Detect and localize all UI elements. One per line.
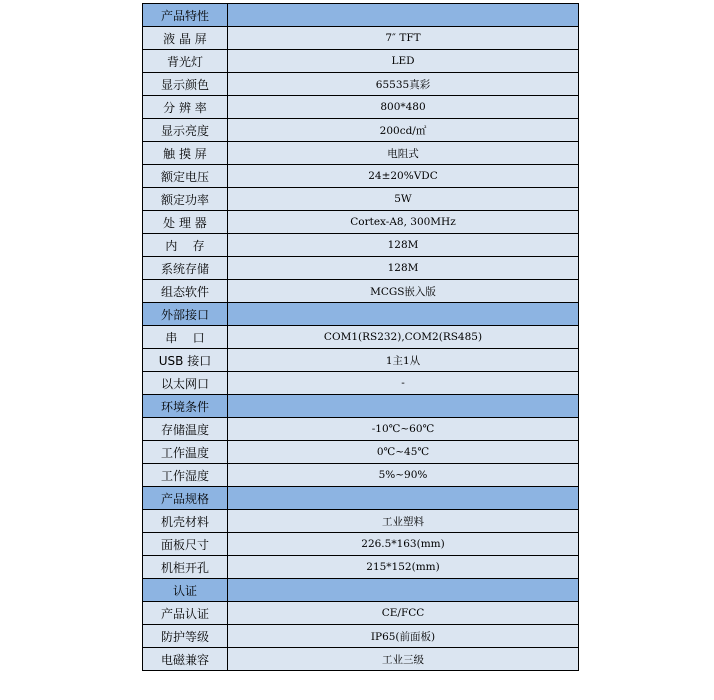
section-fill — [228, 579, 579, 602]
spec-value: IP65(前面板) — [228, 625, 579, 648]
section-header-row — [143, 579, 579, 602]
spec-row — [143, 418, 579, 441]
spec-label: 以太网口 — [143, 372, 228, 395]
spec-label: 防护等级 — [143, 625, 228, 648]
spec-value: 1主1从 — [228, 349, 579, 372]
spec-label: 触 摸 屏 — [143, 142, 228, 165]
section-fill — [228, 395, 579, 418]
spec-label: 分 辨 率 — [143, 96, 228, 119]
spec-label: 显示颜色 — [143, 73, 228, 96]
section-header-row — [143, 303, 579, 326]
spec-row — [143, 349, 579, 372]
spec-value: 工业塑料 — [228, 510, 579, 533]
section-title: 产品特性 — [143, 4, 228, 27]
spec-label: 额定电压 — [143, 165, 228, 188]
spec-label: 电磁兼容 — [143, 648, 228, 671]
spec-row — [143, 27, 579, 50]
spec-row — [143, 464, 579, 487]
spec-row — [143, 602, 579, 625]
section-header-row — [143, 395, 579, 418]
spec-row — [143, 188, 579, 211]
spec-row — [143, 533, 579, 556]
spec-value: 215*152(mm) — [228, 556, 579, 579]
spec-value: CE/FCC — [228, 602, 579, 625]
spec-label: 工作温度 — [143, 441, 228, 464]
spec-value: 24±20%VDC — [228, 165, 579, 188]
spec-label: 额定功率 — [143, 188, 228, 211]
section-header-row — [143, 487, 579, 510]
spec-row — [143, 510, 579, 533]
spec-label: 存储温度 — [143, 418, 228, 441]
spec-label: 产品认证 — [143, 602, 228, 625]
spec-value: 5W — [228, 188, 579, 211]
spec-row — [143, 326, 579, 349]
spec-row — [143, 556, 579, 579]
section-title: 环境条件 — [143, 395, 228, 418]
spec-row — [143, 280, 579, 303]
spec-row — [143, 142, 579, 165]
section-title: 产品规格 — [143, 487, 228, 510]
spec-label: 处 理 器 — [143, 211, 228, 234]
spec-row — [143, 50, 579, 73]
spec-value: 128M — [228, 234, 579, 257]
spec-value: - — [228, 372, 579, 395]
spec-label: 内 存 — [143, 234, 228, 257]
spec-label: USB 接口 — [143, 349, 228, 372]
section-header-row — [143, 4, 579, 27]
spec-table — [142, 3, 579, 671]
spec-row — [143, 96, 579, 119]
spec-value: -10℃~60℃ — [228, 418, 579, 441]
section-fill — [228, 303, 579, 326]
spec-label: 面板尺寸 — [143, 533, 228, 556]
spec-row — [143, 211, 579, 234]
spec-row — [143, 441, 579, 464]
spec-value: 800*480 — [228, 96, 579, 119]
spec-value: LED — [228, 50, 579, 73]
spec-value: 电阻式 — [228, 142, 579, 165]
spec-label: 组态软件 — [143, 280, 228, 303]
spec-value: 200cd/㎡ — [228, 119, 579, 142]
spec-row — [143, 625, 579, 648]
spec-row — [143, 119, 579, 142]
spec-label: 机柜开孔 — [143, 556, 228, 579]
section-fill — [228, 487, 579, 510]
spec-value: 65535真彩 — [228, 73, 579, 96]
spec-label: 串 口 — [143, 326, 228, 349]
spec-row — [143, 234, 579, 257]
section-title: 外部接口 — [143, 303, 228, 326]
spec-label: 工作湿度 — [143, 464, 228, 487]
spec-value: 5%~90% — [228, 464, 579, 487]
spec-row — [143, 73, 579, 96]
spec-label: 显示亮度 — [143, 119, 228, 142]
section-fill — [228, 4, 579, 27]
spec-value: 7″ TFT — [228, 27, 579, 50]
spec-label: 液 晶 屏 — [143, 27, 228, 50]
spec-label: 机壳材料 — [143, 510, 228, 533]
spec-row — [143, 257, 579, 280]
spec-value: COM1(RS232),COM2(RS485) — [228, 326, 579, 349]
spec-table-body — [143, 4, 579, 671]
spec-value: Cortex-A8, 300MHz — [228, 211, 579, 234]
spec-value: 0℃~45℃ — [228, 441, 579, 464]
spec-label: 背光灯 — [143, 50, 228, 73]
spec-value: MCGS嵌入版 — [228, 280, 579, 303]
spec-value: 工业三级 — [228, 648, 579, 671]
spec-value: 226.5*163(mm) — [228, 533, 579, 556]
spec-row — [143, 648, 579, 671]
spec-row — [143, 372, 579, 395]
section-title: 认证 — [143, 579, 228, 602]
spec-value: 128M — [228, 257, 579, 280]
spec-label: 系统存储 — [143, 257, 228, 280]
spec-row — [143, 165, 579, 188]
